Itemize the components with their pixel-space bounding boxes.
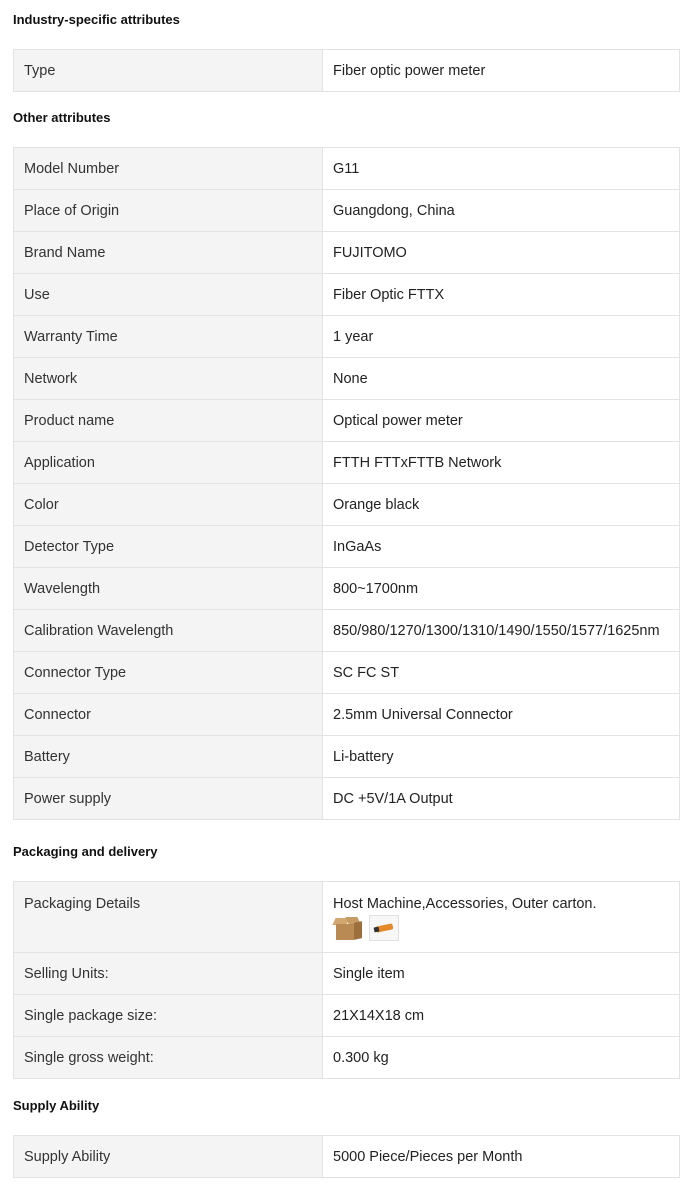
table-row [14, 274, 680, 316]
attribute-value: None [323, 358, 680, 400]
industry-section [13, 11, 180, 29]
table-row [14, 610, 680, 652]
attribute-label: Color [14, 484, 323, 526]
attribute-label: Packaging Details [14, 882, 323, 953]
attribute-value: 0.300 kg [323, 1037, 680, 1079]
table-row [14, 400, 680, 442]
table-row [14, 358, 680, 400]
other-attributes-table [13, 147, 680, 820]
attribute-label: Warranty Time [14, 316, 323, 358]
attribute-value: FTTH FTTxFTTB Network [323, 442, 680, 484]
table-row [14, 232, 680, 274]
attribute-value: SC FC ST [323, 652, 680, 694]
section-title-packaging: Packaging and delivery [13, 844, 158, 859]
section-title-other: Other attributes [13, 110, 111, 125]
device-photo-icon[interactable] [369, 915, 399, 941]
attribute-value: Guangdong, China [323, 190, 680, 232]
attribute-value: G11 [323, 148, 680, 190]
table-row [14, 568, 680, 610]
cardboard-box-icon[interactable] [333, 915, 363, 941]
attribute-label: Application [14, 442, 323, 484]
attribute-label: Detector Type [14, 526, 323, 568]
attribute-value: FUJITOMO [323, 232, 680, 274]
attribute-label: Use [14, 274, 323, 316]
attribute-value: Orange black [323, 484, 680, 526]
table-row [14, 778, 680, 820]
attribute-label: Connector Type [14, 652, 323, 694]
attribute-label: Single package size: [14, 995, 323, 1037]
attribute-label: Model Number [14, 148, 323, 190]
attribute-value: 800~1700nm [323, 568, 680, 610]
attribute-value: 1 year [323, 316, 680, 358]
table-row [14, 882, 680, 953]
attribute-value: Optical power meter [323, 400, 680, 442]
attribute-label: Product name [14, 400, 323, 442]
attribute-label: Battery [14, 736, 323, 778]
attribute-label: Supply Ability [14, 1136, 323, 1178]
attribute-value: 5000 Piece/Pieces per Month [323, 1136, 680, 1178]
packaging-section [13, 843, 158, 861]
attribute-label: Single gross weight: [14, 1037, 323, 1079]
packaging-attributes-table [13, 881, 680, 1079]
attribute-label: Selling Units: [14, 953, 323, 995]
table-row [14, 190, 680, 232]
table-row [14, 50, 680, 92]
other-section [13, 109, 111, 127]
table-row [14, 995, 680, 1037]
attribute-value: 2.5mm Universal Connector [323, 694, 680, 736]
table-row [14, 1037, 680, 1079]
table-row [14, 442, 680, 484]
table-row [14, 484, 680, 526]
attribute-value: InGaAs [323, 526, 680, 568]
table-row [14, 953, 680, 995]
attribute-value: DC +5V/1A Output [323, 778, 680, 820]
attribute-value: Fiber Optic FTTX [323, 274, 680, 316]
attribute-label: Type [14, 50, 323, 92]
table-row [14, 736, 680, 778]
attribute-label: Place of Origin [14, 190, 323, 232]
attribute-label: Connector [14, 694, 323, 736]
table-row [14, 316, 680, 358]
attribute-value: 850/980/1270/1300/1310/1490/1550/1577/1625nm [323, 610, 680, 652]
section-title-industry: Industry-specific attributes [13, 12, 180, 27]
attribute-label: Calibration Wavelength [14, 610, 323, 652]
packaging-images [333, 915, 669, 941]
attribute-value: Host Machine,Accessories, Outer carton. [333, 896, 597, 912]
attribute-value: Fiber optic power meter [323, 50, 680, 92]
table-row [14, 652, 680, 694]
industry-attributes-table [13, 49, 680, 92]
attribute-value-cell [323, 882, 680, 953]
attribute-value: Single item [323, 953, 680, 995]
attribute-label: Wavelength [14, 568, 323, 610]
table-row [14, 148, 680, 190]
attribute-label: Power supply [14, 778, 323, 820]
attribute-value: Li-battery [323, 736, 680, 778]
section-title-supply: Supply Ability [13, 1098, 100, 1113]
table-row [14, 1136, 680, 1178]
attribute-label: Network [14, 358, 323, 400]
supply-attributes-table [13, 1135, 680, 1178]
attribute-label: Brand Name [14, 232, 323, 274]
supply-section [13, 1097, 99, 1115]
table-row [14, 526, 680, 568]
attribute-value: 21X14X18 cm [323, 995, 680, 1037]
table-row [14, 694, 680, 736]
